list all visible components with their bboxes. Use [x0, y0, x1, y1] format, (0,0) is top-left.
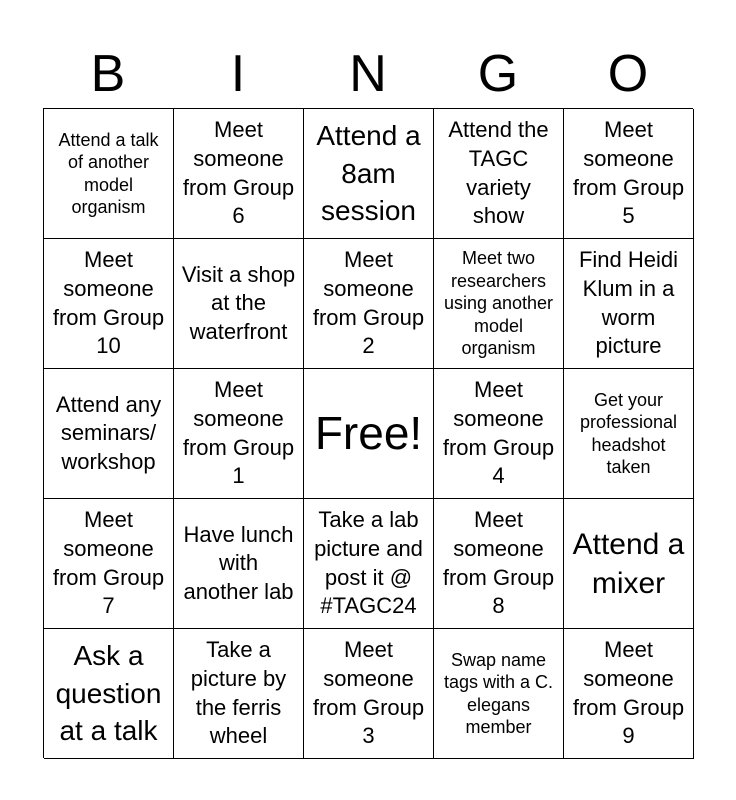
free-space-text: Free! [314, 407, 423, 460]
bingo-cell-text: Take a lab picture and post it @ #TAGC24 [314, 507, 423, 619]
free-space-cell[interactable] [304, 369, 434, 499]
bingo-cell-text: Visit a shop at the waterfront [181, 261, 296, 344]
bingo-cell-text: Meet someone from Group 5 [572, 117, 685, 229]
bingo-cell[interactable] [304, 499, 434, 629]
bingo-cell[interactable] [564, 369, 694, 499]
bingo-cell[interactable] [174, 499, 304, 629]
header-letter-n: N [349, 45, 387, 103]
bingo-cell-text: Swap name tags with a C. elegans member [443, 649, 554, 737]
bingo-cell[interactable] [44, 629, 174, 759]
bingo-cell-text: Take a picture by the ferris wheel [190, 637, 287, 749]
bingo-cell-text: Meet someone from Group 10 [52, 247, 165, 359]
bingo-cell[interactable] [174, 109, 304, 239]
bingo-cell[interactable] [434, 109, 564, 239]
bingo-cell[interactable] [564, 499, 694, 629]
bingo-cell-text: Meet someone from Group 7 [52, 507, 165, 619]
bingo-cell[interactable] [44, 109, 174, 239]
bingo-cell-text: Have lunch with another lab [183, 521, 294, 604]
bingo-cell-text: Attend the TAGC variety show [448, 117, 549, 229]
bingo-cell-text: Attend a mixer [572, 527, 685, 600]
bingo-cell[interactable] [44, 499, 174, 629]
bingo-board [43, 108, 693, 758]
bingo-cell[interactable] [174, 239, 304, 369]
header-letter-g: G [477, 45, 519, 103]
bingo-cell-text: Meet someone from Group 4 [442, 377, 555, 489]
bingo-cell[interactable] [304, 239, 434, 369]
bingo-cell[interactable] [174, 369, 304, 499]
bingo-cell-text: Meet two researchers using another model organism [443, 248, 554, 359]
bingo-cell-text: Meet someone from Group 2 [312, 247, 425, 359]
bingo-cell[interactable] [434, 499, 564, 629]
bingo-cell[interactable] [304, 629, 434, 759]
bingo-cell[interactable] [174, 629, 304, 759]
bingo-cell-text: Attend a talk of another model organism [58, 129, 159, 217]
bingo-cell-text: Get your professional headshot taken [579, 389, 678, 477]
bingo-header [43, 40, 693, 108]
bingo-cell-text: Meet someone from Group 6 [182, 117, 295, 229]
bingo-cell-text: Meet someone from Group 9 [572, 637, 685, 749]
bingo-cell[interactable] [564, 629, 694, 759]
bingo-cell[interactable] [434, 239, 564, 369]
bingo-cell-text: Meet someone from Group 8 [442, 507, 555, 619]
bingo-cell-text: Meet someone from Group 1 [182, 377, 295, 489]
bingo-cell-text: Attend a 8am session [316, 119, 421, 227]
bingo-cell[interactable] [44, 369, 174, 499]
header-letter-b: B [90, 45, 126, 103]
bingo-cell-text: Find Heidi Klum in a worm picture [578, 247, 679, 359]
header-letter-i: I [230, 45, 246, 103]
bingo-cell[interactable] [564, 239, 694, 369]
bingo-cell[interactable] [564, 109, 694, 239]
bingo-cell-text: Meet someone from Group 3 [312, 637, 425, 749]
header-letter-o: O [607, 45, 649, 103]
bingo-cell[interactable] [434, 629, 564, 759]
bingo-cell-text: Ask a question at a talk [55, 639, 162, 747]
bingo-cell-text: Attend any seminars/ workshop [55, 391, 162, 474]
bingo-cell[interactable] [434, 369, 564, 499]
bingo-cell[interactable] [44, 239, 174, 369]
bingo-cell[interactable] [304, 109, 434, 239]
